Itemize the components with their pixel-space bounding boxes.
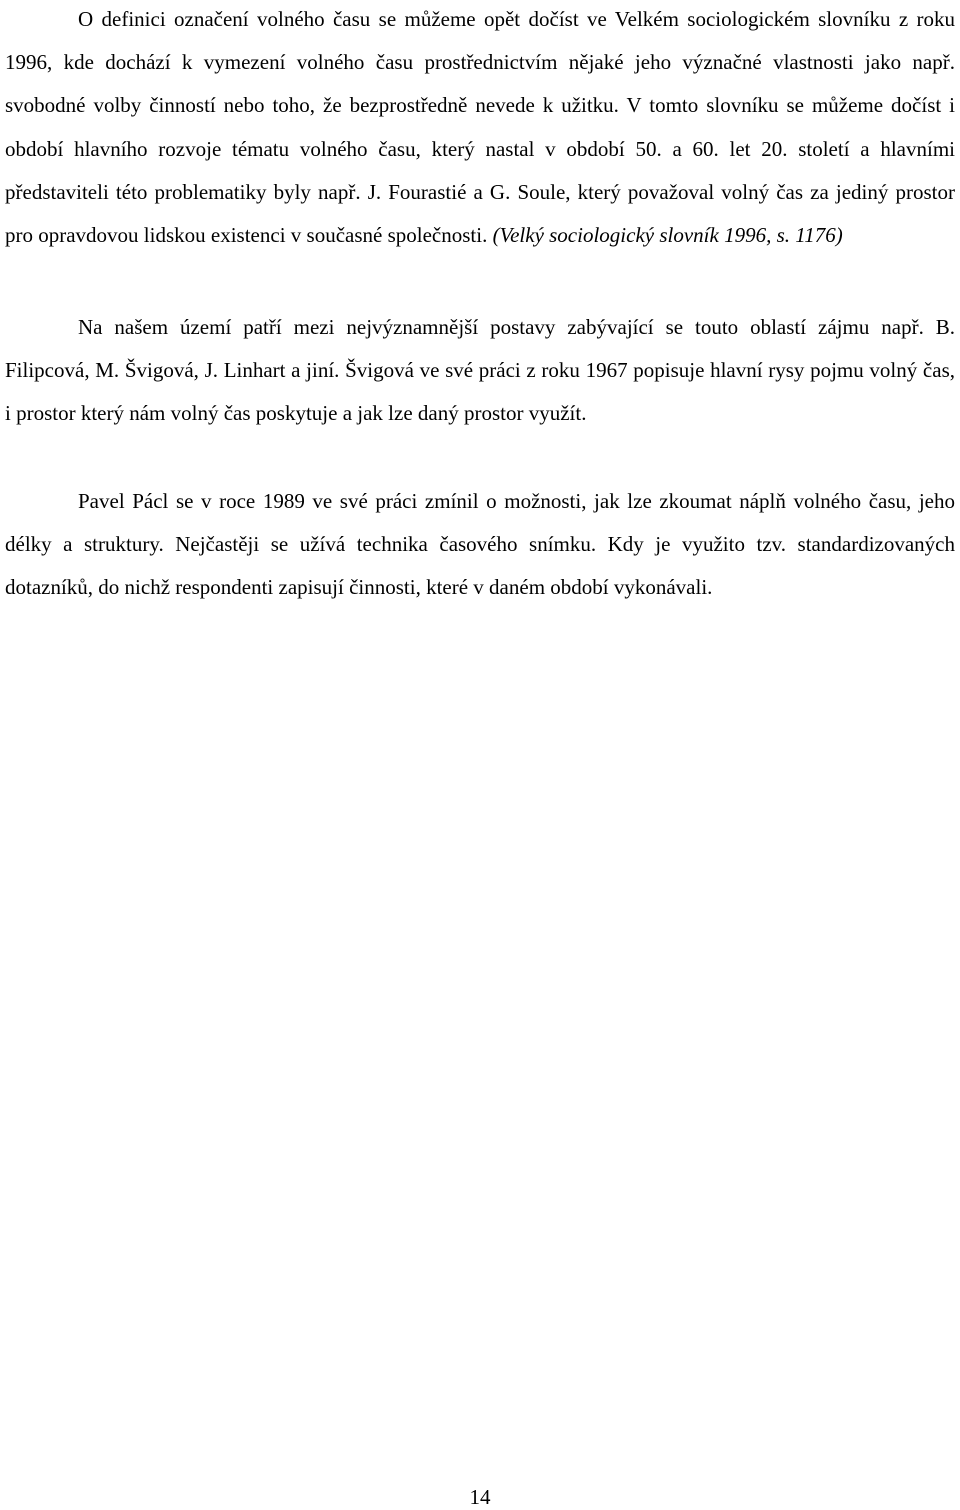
page-number: 14 xyxy=(469,1485,491,1509)
paragraph-czech-authors xyxy=(5,306,955,436)
paragraph-text: O definici označení volného času se můžeme opět dočíst ve Velkém sociologickém slovníku z roku 1996, kde dochází k vymezení volného času prostřednictvím nějaké jeho význačné vlastnosti jako např. svobodné volby činností nebo toho, že bezprostředně nevede k užitku. V tomto slovníku se můžeme dočíst i období hlavního rozvoje tématu volného času, který nastal v období 50. a 60. let 20. století a hlavními představiteli této problematiky byly např. J. Fourastié a G. Soule, který považoval volný čas za jediný prostor pro opravdovou lidskou existenci v současné společnosti. xyxy=(5,7,955,248)
paragraph-pacl xyxy=(5,480,955,610)
paragraph-definition xyxy=(5,0,955,257)
paragraph-text: Na našem území patří mezi nejvýznamnější postavy zabývající se touto oblastí zájmu např. B. Filipcová, M. Švigová, J. Linhart a jiní. Švigová ve své práci z roku 1967 popisuje hlavní rysy pojmu volný čas, i prostor který nám volný čas poskytuje a jak lze daný prostor využít. xyxy=(5,315,955,426)
paragraph-text: Pavel Pácl se v roce 1989 ve své práci zmínil o možnosti, jak lze zkoumat náplň volného času, jeho délky a struktury. Nejčastěji se užívá technika časového snímku. Kdy je využito tzv. standardizovaných dotazníků, do nichž respondenti zapisují činnosti, které v daném období vykonávali. xyxy=(5,489,955,600)
citation: (Velký sociologický slovník 1996, s. 1176) xyxy=(492,223,843,248)
